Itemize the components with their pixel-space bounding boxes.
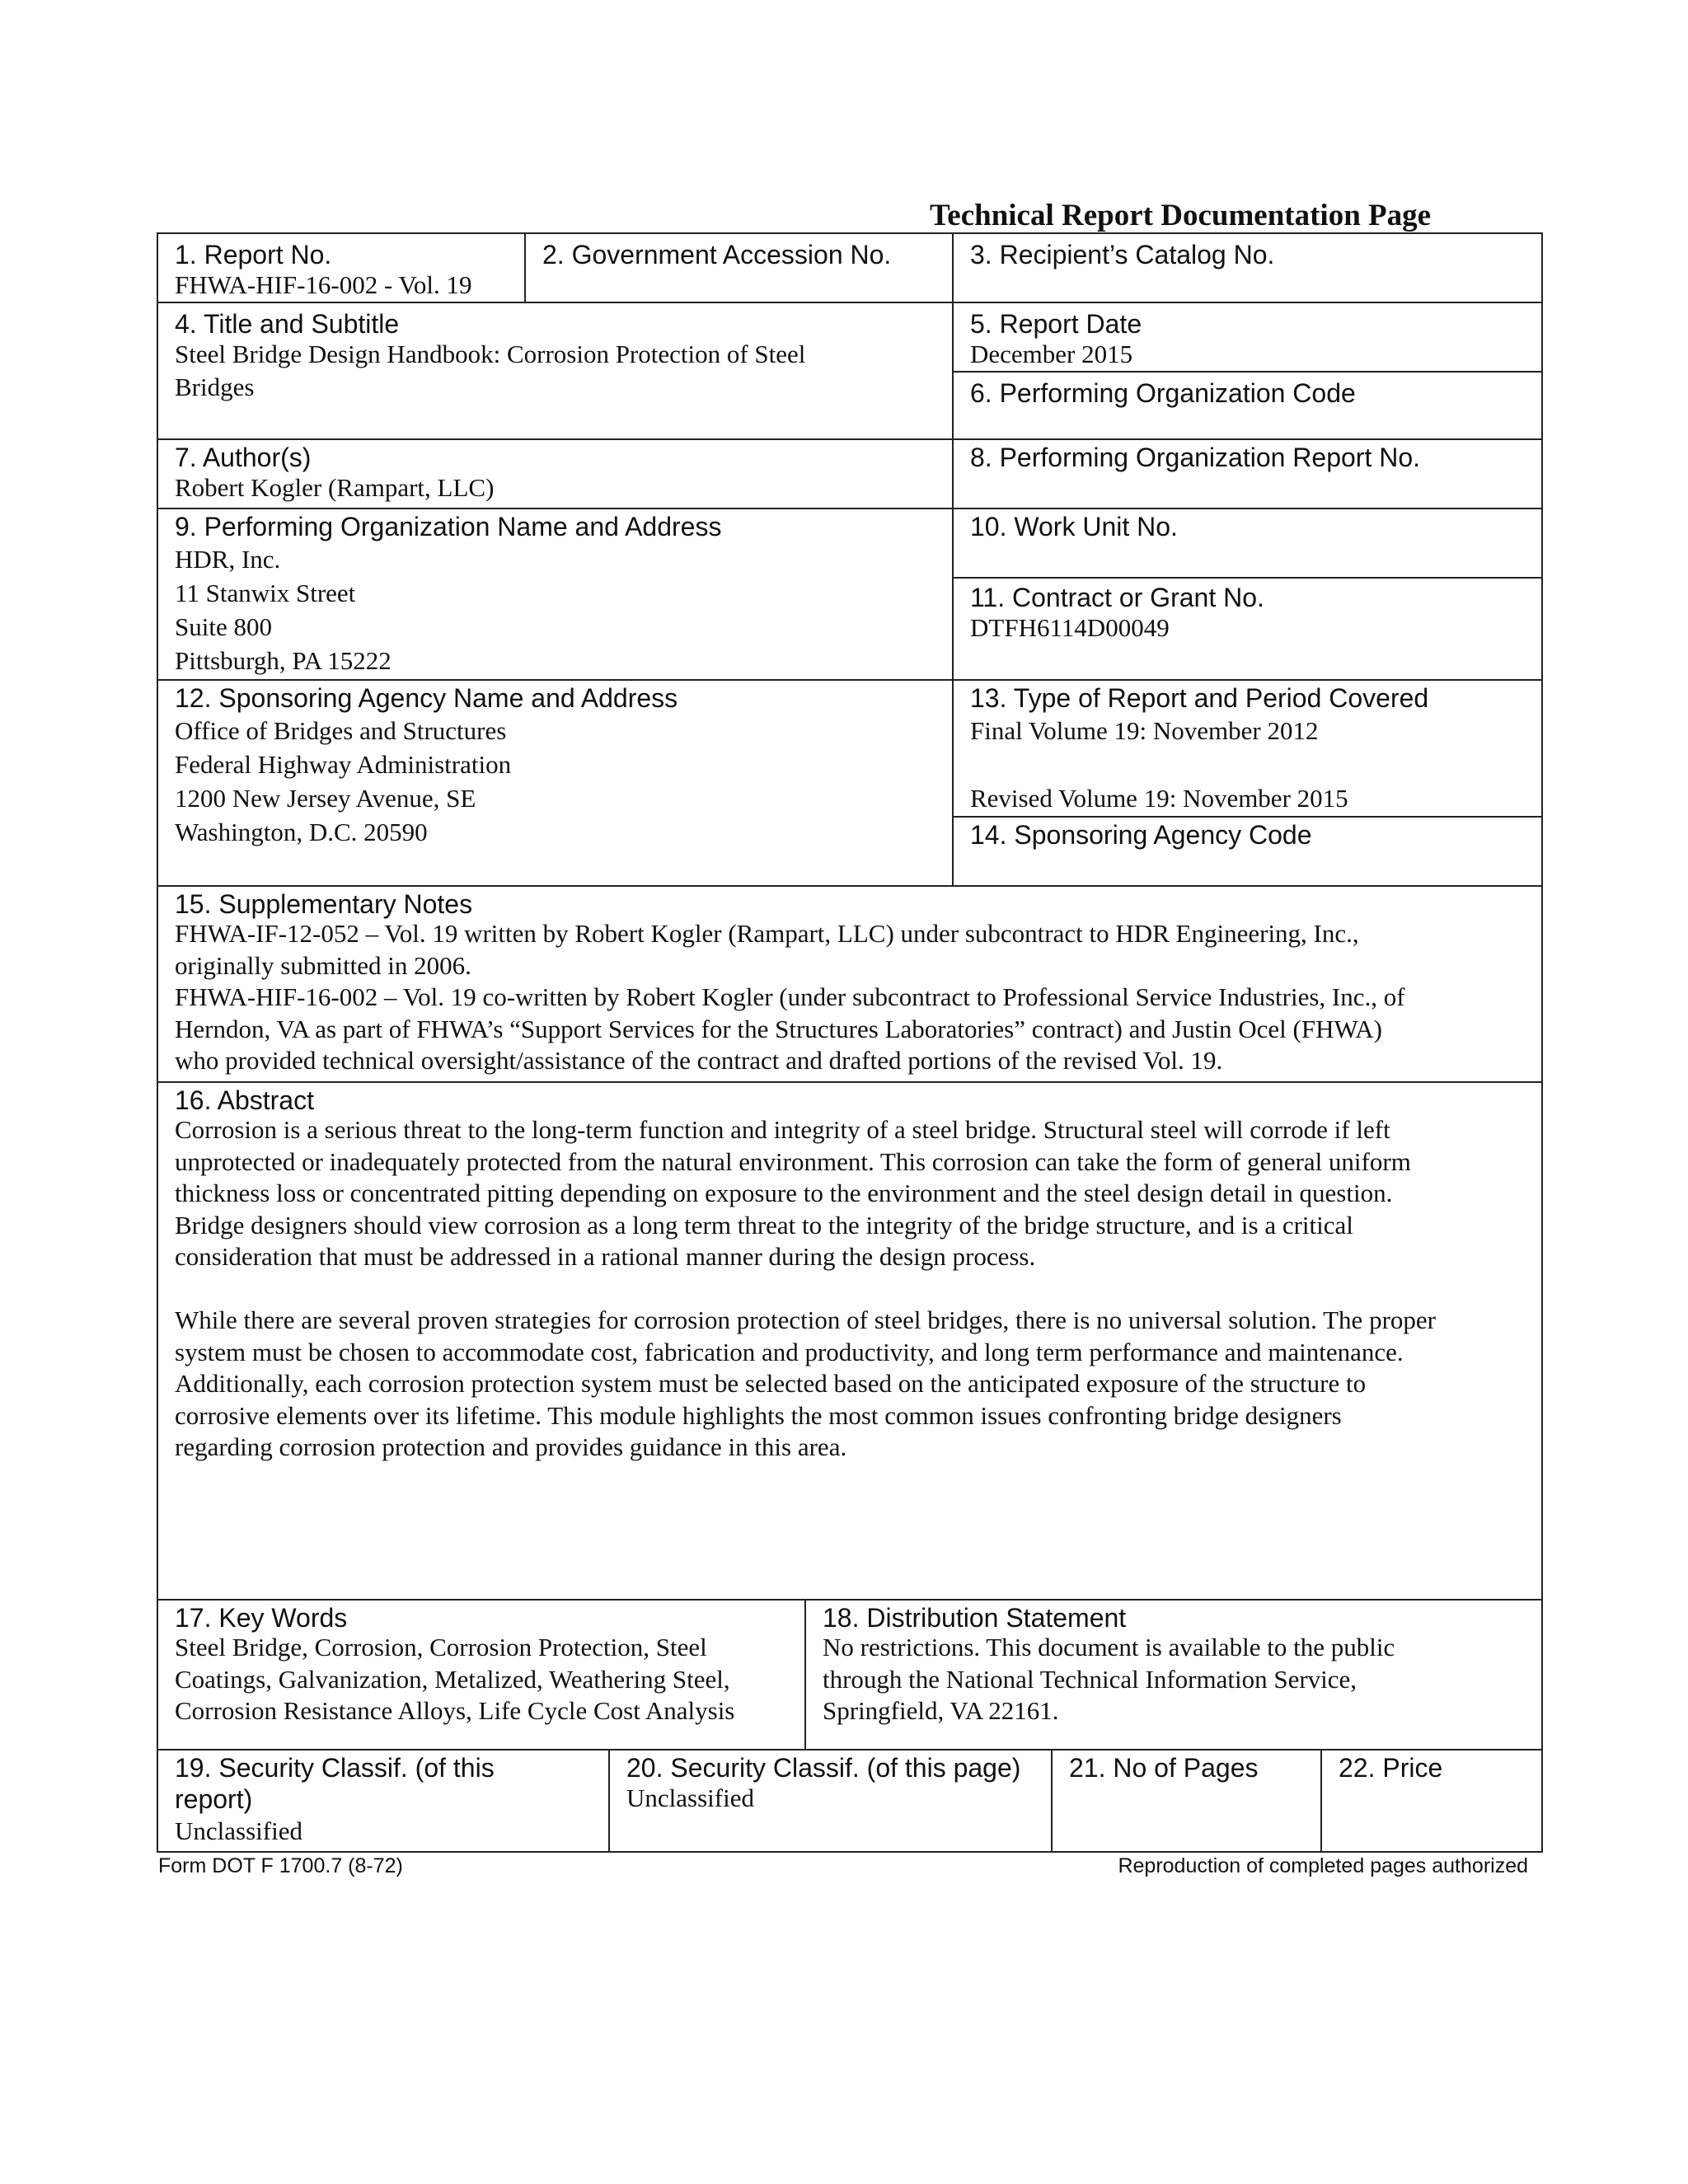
field-17-label: 17. Key Words (175, 1603, 348, 1633)
form-number: Form DOT F 1700.7 (8-72) (158, 1854, 403, 1877)
field-22-label: 22. Price (1339, 1753, 1443, 1783)
row-divider (952, 816, 1543, 818)
column-divider (608, 1749, 610, 1853)
reproduction-note: Reproduction of completed pages authorized (1118, 1854, 1528, 1877)
field-13-value[interactable]: Final Volume 19: November 2012 Revised Volume 19: November 2015 (970, 716, 1348, 813)
row-divider (952, 371, 1543, 373)
row-divider (157, 302, 1543, 303)
field-7-label: 7. Author(s) (175, 443, 312, 472)
field-18-label: 18. Distribution Statement (823, 1603, 1127, 1633)
field-9-label: 9. Performing Organization Name and Address (175, 512, 722, 541)
field-1-value[interactable]: FHWA-HIF-16-002 - Vol. 19 (175, 270, 472, 299)
field-5-value[interactable]: December 2015 (970, 340, 1133, 368)
row-divider (157, 1749, 1543, 1750)
field-14-label: 14. Sponsoring Agency Code (970, 820, 1312, 850)
row-divider (157, 508, 1543, 509)
field-4-label: 4. Title and Subtitle (175, 309, 400, 339)
field-18-value[interactable]: No restrictions. This document is available to the public through the National Technical Information Service, Springfield, VA 22161. (823, 1633, 1395, 1725)
field-12-label: 12. Sponsoring Agency Name and Address (175, 683, 678, 713)
field-13-label: 13. Type of Report and Period Covered (970, 683, 1429, 713)
field-4-value[interactable]: Steel Bridge Design Handbook: Corrosion Protection of Steel Bridges (175, 340, 806, 401)
field-2-label: 2. Government Accession No. (542, 240, 892, 269)
field-19-value[interactable]: Unclassified (175, 1816, 302, 1845)
field-20-value[interactable]: Unclassified (626, 1783, 754, 1812)
report-documentation-form (157, 232, 1543, 1853)
field-3-label: 3. Recipient’s Catalog No. (970, 240, 1275, 269)
row-divider (952, 577, 1543, 579)
page-title: Technical Report Documentation Page (930, 199, 1432, 232)
field-10-label: 10. Work Unit No. (970, 512, 1178, 541)
field-7-value[interactable]: Robert Kogler (Rampart, LLC) (175, 473, 495, 502)
field-11-value[interactable]: DTFH6114D00049 (970, 613, 1170, 642)
row-divider (157, 1081, 1543, 1083)
column-divider (524, 232, 526, 302)
field-6-label: 6. Performing Organization Code (970, 378, 1356, 408)
row-divider (157, 1599, 1543, 1601)
field-9-value[interactable]: HDR, Inc. 11 Stanwix Street Suite 800 Pittsburgh, PA 15222 (175, 545, 392, 675)
field-5-label: 5. Report Date (970, 309, 1142, 339)
field-15-value[interactable]: FHWA-IF-12-052 – Vol. 19 written by Robert Kogler (Rampart, LLC) under subcontract to HDR Engineering, Inc., originally submitted in 2006. FHWA-HIF-16-002 – Vol. 19 co-written by Robert Kogler (under subcontract to Professional Service Industries, Inc., of Herndon, VA as part of FHWA’s “Support Services for the Structures Laboratories” contract) and Justin Ocel (FHWA) who provided technical oversight/assistance of the contract and drafted portions of the revised Vol. 19. (175, 919, 1405, 1075)
column-divider (952, 232, 954, 885)
field-16-value[interactable]: Corrosion is a serious threat to the long-term function and integrity of a steel bridge. Structural steel will corrode if left unprotected or inadequately protected from the natural environment. This corrosion can take the form of general uniform thickness loss or concentrated pitting depending on exposure to the environment and the steel design detail in question. Bridge designers should view corrosion as a long term threat to the integrity of the bridge structure, and is a critical consideration that must be addressed in a rational manner during the design process. While there are several proven strategies for corrosion protection of steel bridges, there is no universal solution. The proper system must be chosen to accommodate cost, fabrication and productivity, and long term performance and maintenance. Additionally, each corrosion protection system must be selected based on the anticipated exposure of the structure to corrosive elements over its lifetime. This module highlights the most common issues confronting bridge designers regarding corrosion protection and provides guidance in this area. (175, 1115, 1436, 1461)
field-8-label: 8. Performing Organization Report No. (970, 443, 1421, 472)
field-12-value[interactable]: Office of Bridges and Structures Federal Highway Administration 1200 New Jersey Avenue, SE Washington, D.C. 20590 (175, 716, 512, 846)
column-divider (1051, 1749, 1053, 1853)
field-11-label: 11. Contract or Grant No. (970, 583, 1264, 612)
field-1-label: 1. Report No. (175, 240, 332, 269)
field-15-label: 15. Supplementary Notes (175, 889, 473, 919)
row-divider (157, 438, 1543, 440)
field-21-label: 21. No of Pages (1069, 1753, 1259, 1783)
row-divider (157, 679, 1543, 681)
field-16-label: 16. Abstract (175, 1085, 314, 1115)
column-divider (804, 1599, 806, 1749)
field-17-value[interactable]: Steel Bridge, Corrosion, Corrosion Protection, Steel Coatings, Galvanization, Metalized, Weathering Steel, Corrosion Resistance Alloys, Life Cycle Cost Analysis (175, 1633, 735, 1725)
column-divider (1320, 1749, 1322, 1853)
field-19-label: 19. Security Classif. (of this report) (175, 1753, 495, 1814)
field-20-label: 20. Security Classif. (of this page) (626, 1753, 1021, 1783)
row-divider (157, 885, 1543, 887)
